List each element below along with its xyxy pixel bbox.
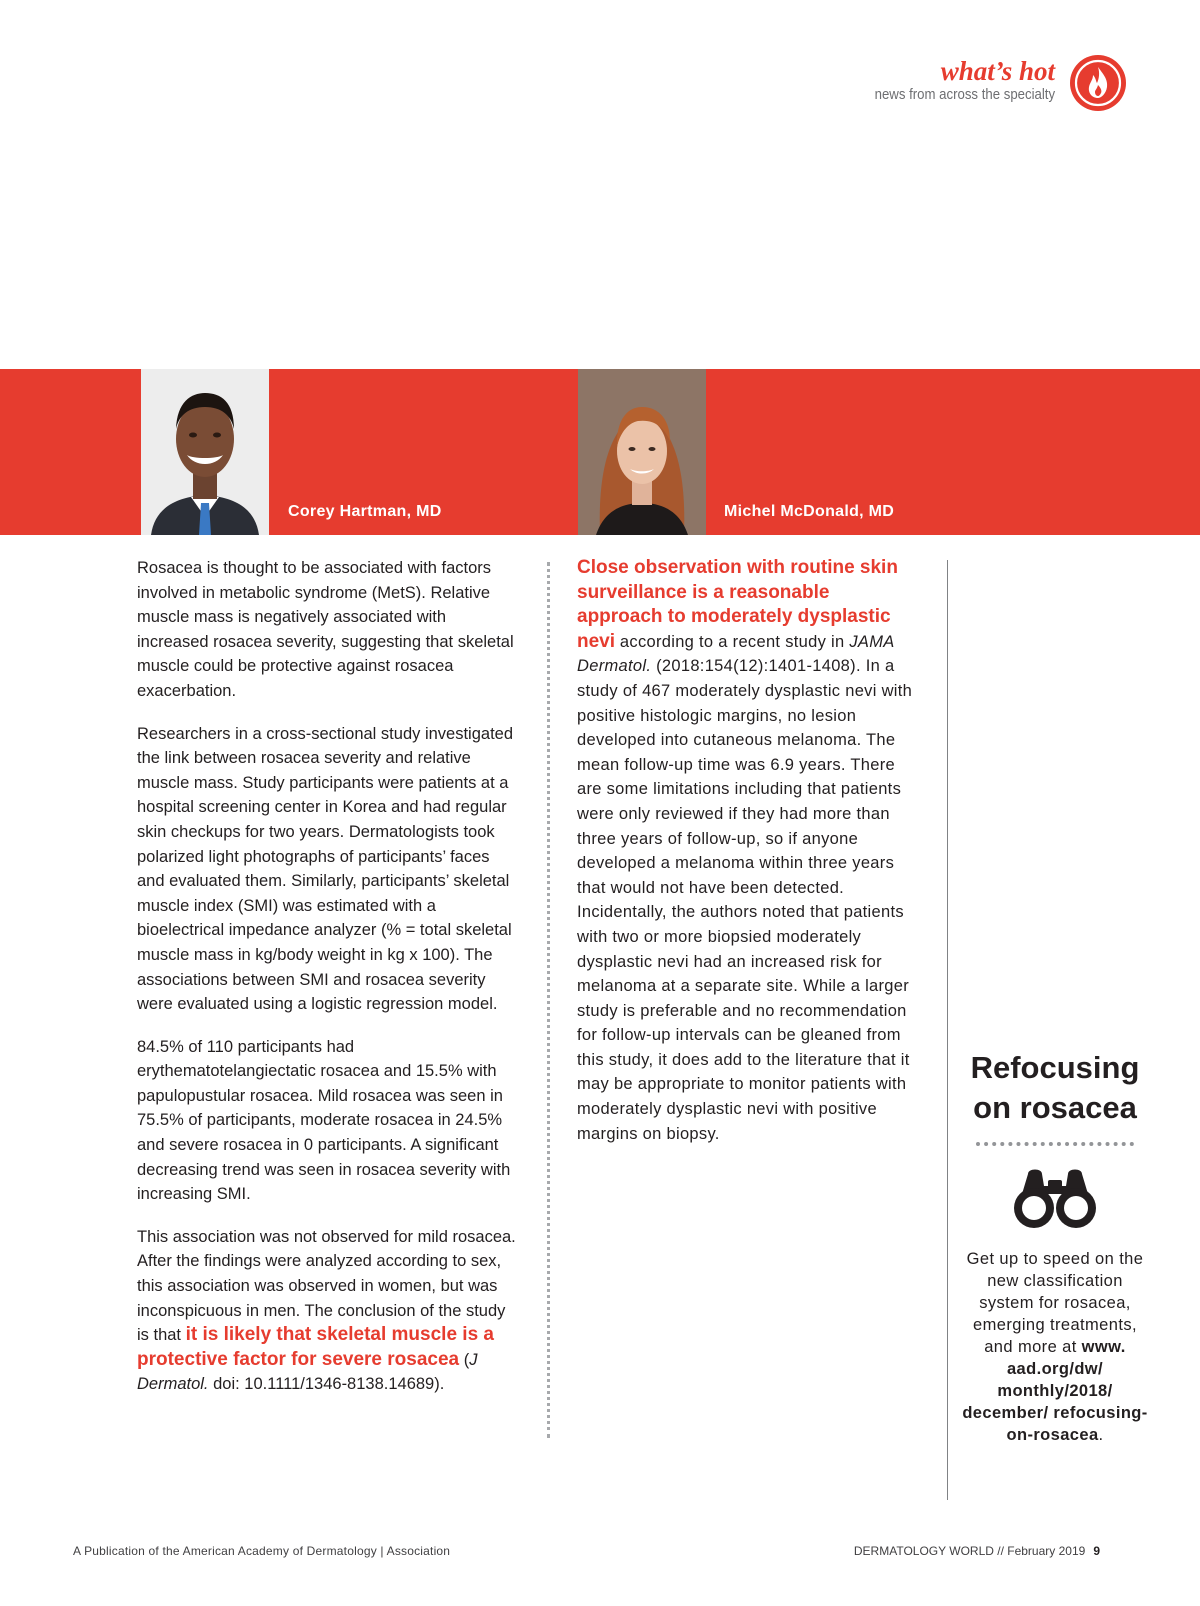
section-subtitle: news from across the specialty bbox=[874, 86, 1055, 103]
column-divider bbox=[547, 562, 550, 1438]
paragraph-text: (2018:154(12):1401-1408). In a study of 467 moderately dysplastic nevi with positive histologic margins, no lesion developed into cutaneous melanoma. The mean follow-up time was 6.9 years. There are some limitations including that patients were only reviewed if they had more than three years of follow-up, so if anyone developed a melanoma within three years that would not have been detected. Incidentally, the authors noted that patients with two or more biopsied moderately dysplastic nevi had an increased risk for melanoma at a separate site. While a larger study is preferable and no recommendation for follow-up intervals can be gleaned from this study, it does add to the literature that it may be appropriate to monitor patients with moderately dysplastic nevi with positive margins on biopsy. bbox=[577, 657, 913, 1143]
article-paragraph: Researchers in a cross-sectional study investigated the link between rosacea severity and relative muscle mass. Study participants were patients at a hospital screening center in Korea and had regular skin checkups for two years. Dermatologists took polarized light photographs of participants’ faces and evaluated them. Similarly, participants’ skeletal muscle index (SMI) was estimated with a bioelectrical impedance analyzer (% = total skeletal muscle mass in kg/body weight in kg x 100). The associations between SMI and rosacea severity were evaluated using a logistic regression model. bbox=[137, 724, 514, 1014]
journal-name: JAMA Dermatol. bbox=[577, 632, 894, 676]
paragraph-text: according to a recent study in bbox=[615, 632, 850, 651]
paragraph-text: doi: 10.1111/1346-8138.14689). bbox=[208, 1375, 445, 1394]
paragraph-text: This association was not observed for mild rosacea. After the findings were analyzed according to sex, this association was observed in women, but was inconspicuous in men. The conclusion of the study is that bbox=[137, 1227, 516, 1345]
author-photo-hartman bbox=[141, 369, 269, 535]
article-nevi bbox=[577, 556, 917, 1146]
author-photo-mcdonald bbox=[578, 369, 706, 535]
sidebar-title bbox=[960, 1048, 1150, 1128]
paragraph-text: ( bbox=[459, 1350, 470, 1369]
author-name: Michel McDonald, MD bbox=[724, 503, 895, 520]
page-number: 9 bbox=[1093, 1544, 1100, 1558]
footer-issue bbox=[854, 1544, 1100, 1558]
binoculars-icon bbox=[1012, 1164, 1098, 1232]
article-rosacea bbox=[137, 556, 519, 1415]
author-name: Corey Hartman, MD bbox=[288, 503, 442, 520]
section-title: what’s hot bbox=[940, 56, 1055, 86]
sidebar-title-line: on rosacea bbox=[973, 1090, 1137, 1125]
article-paragraph bbox=[137, 1225, 519, 1397]
flame-icon bbox=[1070, 55, 1126, 111]
dotted-divider bbox=[976, 1142, 1134, 1146]
sidebar-text bbox=[960, 1248, 1150, 1446]
magazine-name: DERMATOLOGY WORLD bbox=[853, 1544, 994, 1558]
footer-publisher: A Publication of the American Academy of Dermatology | Association bbox=[73, 1544, 451, 1558]
highlight-text: Close observation with routine skin surveillance is a reasonable approach to moderately dysplastic nevi bbox=[577, 557, 898, 652]
sidebar-refocusing bbox=[960, 1048, 1150, 1446]
section-header bbox=[850, 56, 1055, 104]
sidebar-divider bbox=[947, 560, 948, 1500]
sidebar-link[interactable]: www. aad.org/dw/ monthly/2018/ december/ refocusing-on-rosacea bbox=[962, 1338, 1148, 1444]
issue-date: // February 2019 bbox=[993, 1544, 1086, 1558]
sidebar-description: Get up to speed on the new classification system for rosacea, emerging treatments, and more at bbox=[966, 1250, 1144, 1356]
sidebar-period: . bbox=[1098, 1426, 1104, 1444]
article-paragraph: Rosacea is thought to be associated with factors involved in metabolic syndrome (MetS). Relative muscle mass is negatively associated with increased rosacea severity, suggesting that skeletal muscle could be protective against rosacea exacerbation. bbox=[137, 559, 514, 700]
journal-name: J Dermatol. bbox=[137, 1350, 478, 1394]
article-paragraph: 84.5% of 110 participants had erythematotelangiectatic rosacea and 15.5% with papulopustular rosacea. Mild rosacea was seen in 75.5% of participants, moderate rosacea in 24.5% and severe rosacea in 0 participants. A significant decreasing trend was seen in rosacea severity with increasing SMI. bbox=[137, 1037, 511, 1204]
sidebar-title-line: Refocusing bbox=[970, 1050, 1140, 1085]
highlight-text: it is likely that skeletal muscle is a protective factor for severe rosacea bbox=[137, 1324, 494, 1370]
